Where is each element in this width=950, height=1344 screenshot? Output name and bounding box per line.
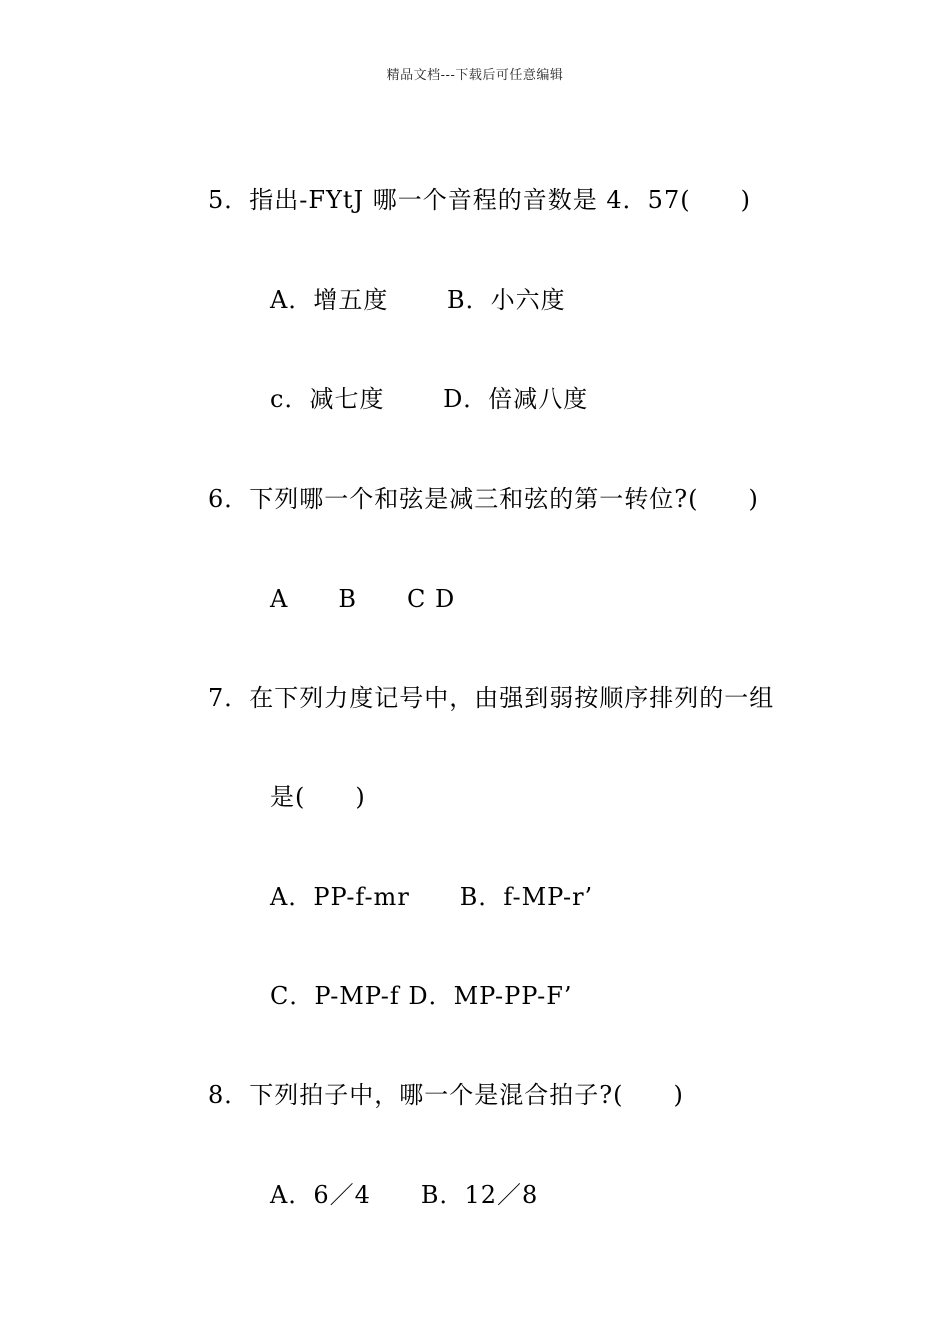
question-8 [208,1079,684,1111]
question-5-options-row-1: A．增五度 B．小六度 [270,286,566,314]
question-5-options-row-2: c．减七度 D．倍减八度 [270,385,589,413]
question-number: 7． [208,684,250,712]
question-5 [208,184,751,216]
question-text: 在下列力度记号中，由强到弱按顺序排列的一组 [249,684,775,712]
question-text: 下列拍子中，哪一个是混合拍子?( ) [249,1081,684,1109]
question-6-options-row-1: A B C D [270,585,456,613]
question-text: 指出-FYtJ 哪一个音程的音数是 4．57( ) [249,186,751,214]
question-text: 下列哪一个和弦是减三和弦的第一转位?( ) [249,485,759,513]
question-8-options-row-1: A．6／4 B．12／8 [270,1181,539,1209]
question-number: 5． [208,186,250,214]
question-number: 6． [208,485,250,513]
question-6 [208,483,759,515]
question-7-options-row-1: A．PP-f-mr B．f-MP-r’ [270,883,594,911]
page-header: 精品文档---下载后可任意编辑 [386,68,564,83]
question-7-options-row-2: C．P-MP-f D．MP-PP-F’ [270,982,573,1010]
question-7 [208,682,774,714]
question-7-continuation: 是( ) [270,783,366,811]
question-number: 8． [208,1081,250,1109]
